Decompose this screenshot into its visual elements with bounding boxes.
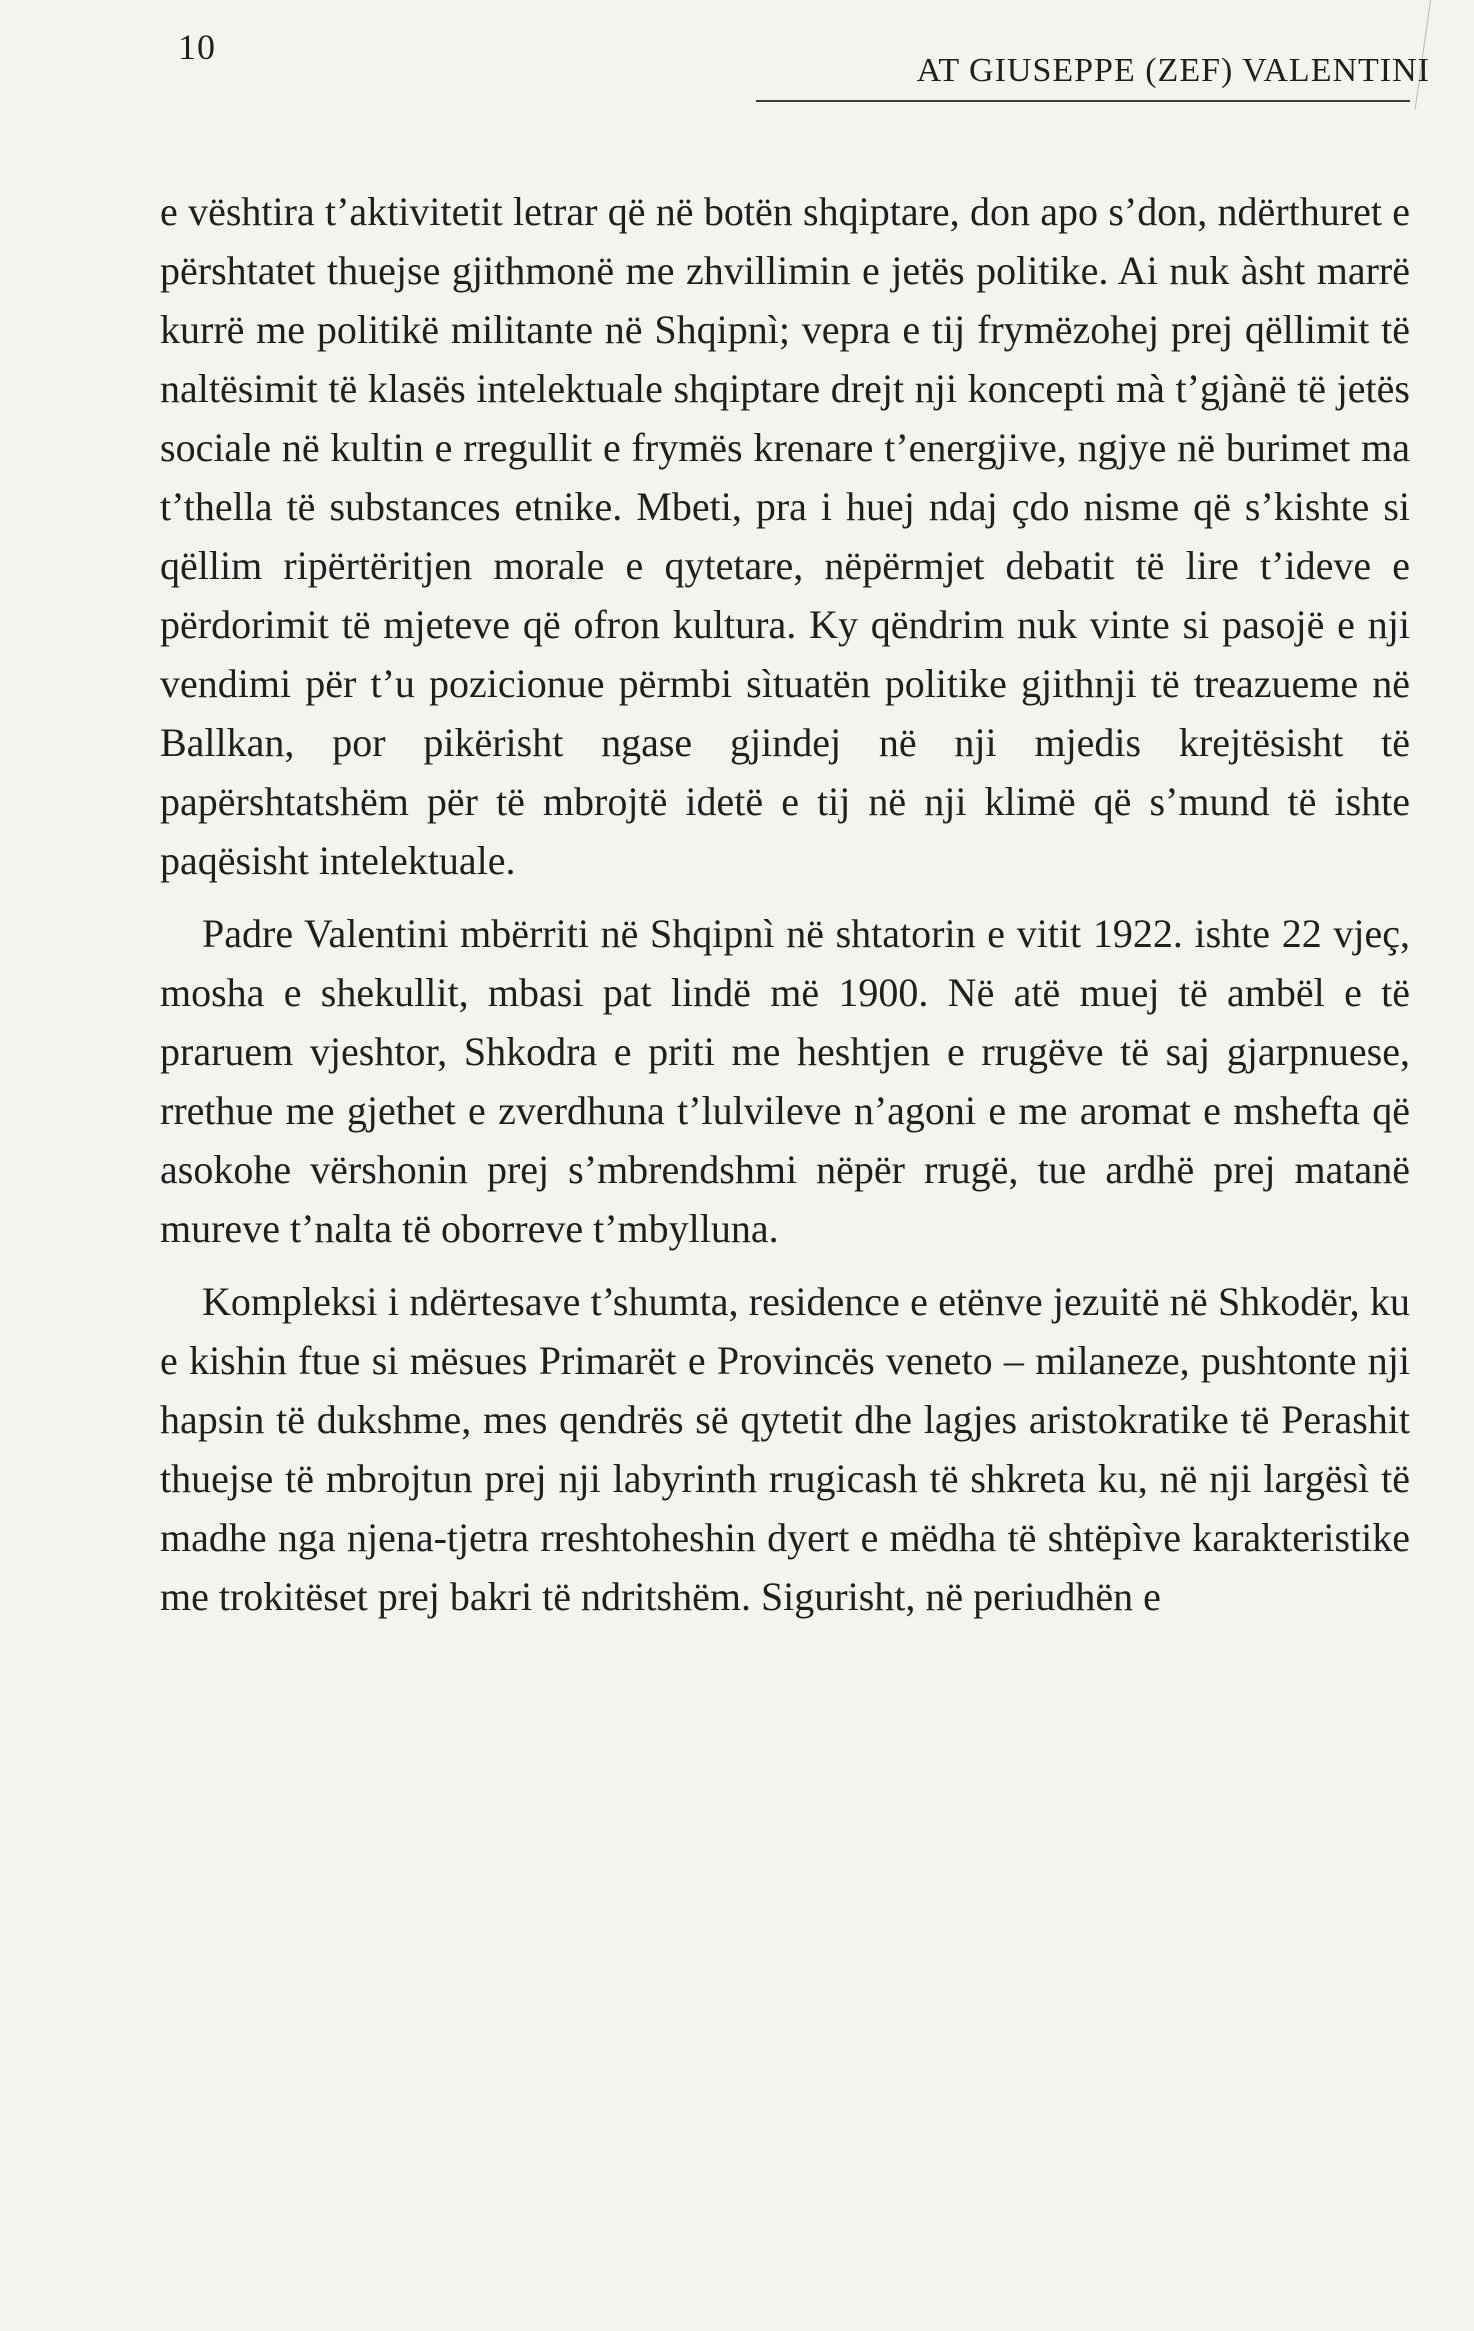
body-text <box>160 182 1410 1640</box>
running-title: AT GIUSEPPE (ZEF) VALENTINI <box>916 52 1430 89</box>
page-number: 10 <box>178 27 216 67</box>
header-rule <box>756 100 1410 102</box>
paragraph: Padre Valentini mbërriti në Shqipnì në shtatorin e vitit 1922. ishte 22 vjeç, mosha e shekullit, mbasi pat lindë më 1900. Në atë muej të ambël e të praruem vjeshtor, Shkodra e priti me heshtjen e rrugëve të saj gjarpnuese, rrethue me gjethet e zverdhuna t’lulvileve n’agoni e me aromat e mshefta që asokohe vërshonin prej s’mbrendshmi nëpër rrugë, tue ardhë prej matanë mureve t’nalta të oborreve t’mbylluna. <box>160 911 1410 1251</box>
paragraph: e vështira t’aktivitetit letrar që në botën shqiptare, don apo s’don, ndërthuret e përshtatet thuejse gjithmonë me zhvillimin e jetës politike. Ai nuk àsht marrë kurrë me politikë militante në Shqipnì; vepra e tij frymëzohej prej qëllimit të naltësimit të klasës intelektuale shqiptare drejt nji koncepti mà t’gjànë të jetës sociale në kultin e rregullit e frymës krenare t’energjive, ngjye në burimet ma t’thella të substances etnike. Mbeti, pra i huej ndaj çdo nisme që s’kishte si qëllim ripërtëritjen morale e qytetare, nëpërmjet debatit të lire t’ideve e përdorimit të mjeteve që ofron kultura. Ky qëndrim nuk vinte si pasojë e nji vendimi për t’u pozicionue përmbi sìtuatën politike gjithnji të treazueme në Ballkan, por pikërisht ngase gjindej në nji mjedis krejtësisht të papërshtatshëm për të mbrojtë idetë e tij në nji klimë që s’mund të ishte paqësisht intelektuale. <box>160 189 1410 883</box>
paragraph: Kompleksi i ndërtesave t’shumta, residence e etënve jezuitë në Shkodër, ku e kishin ftue si mësues Primarët e Provincës veneto – milaneze, pushtonte nji hapsin të dukshme, mes qendrës së qytetit dhe lagjes aristokratike të Perashit thuejse të mbrojtun prej nji labyrinth rrugicash të shkreta ku, në nji largësì të madhe nga njena-tjetra rreshtoheshin dyert e mëdha të shtëpìve karakteristike me trokitëset prej bakri të ndritshëm. Sigurisht, në periudhën e <box>160 1279 1410 1619</box>
